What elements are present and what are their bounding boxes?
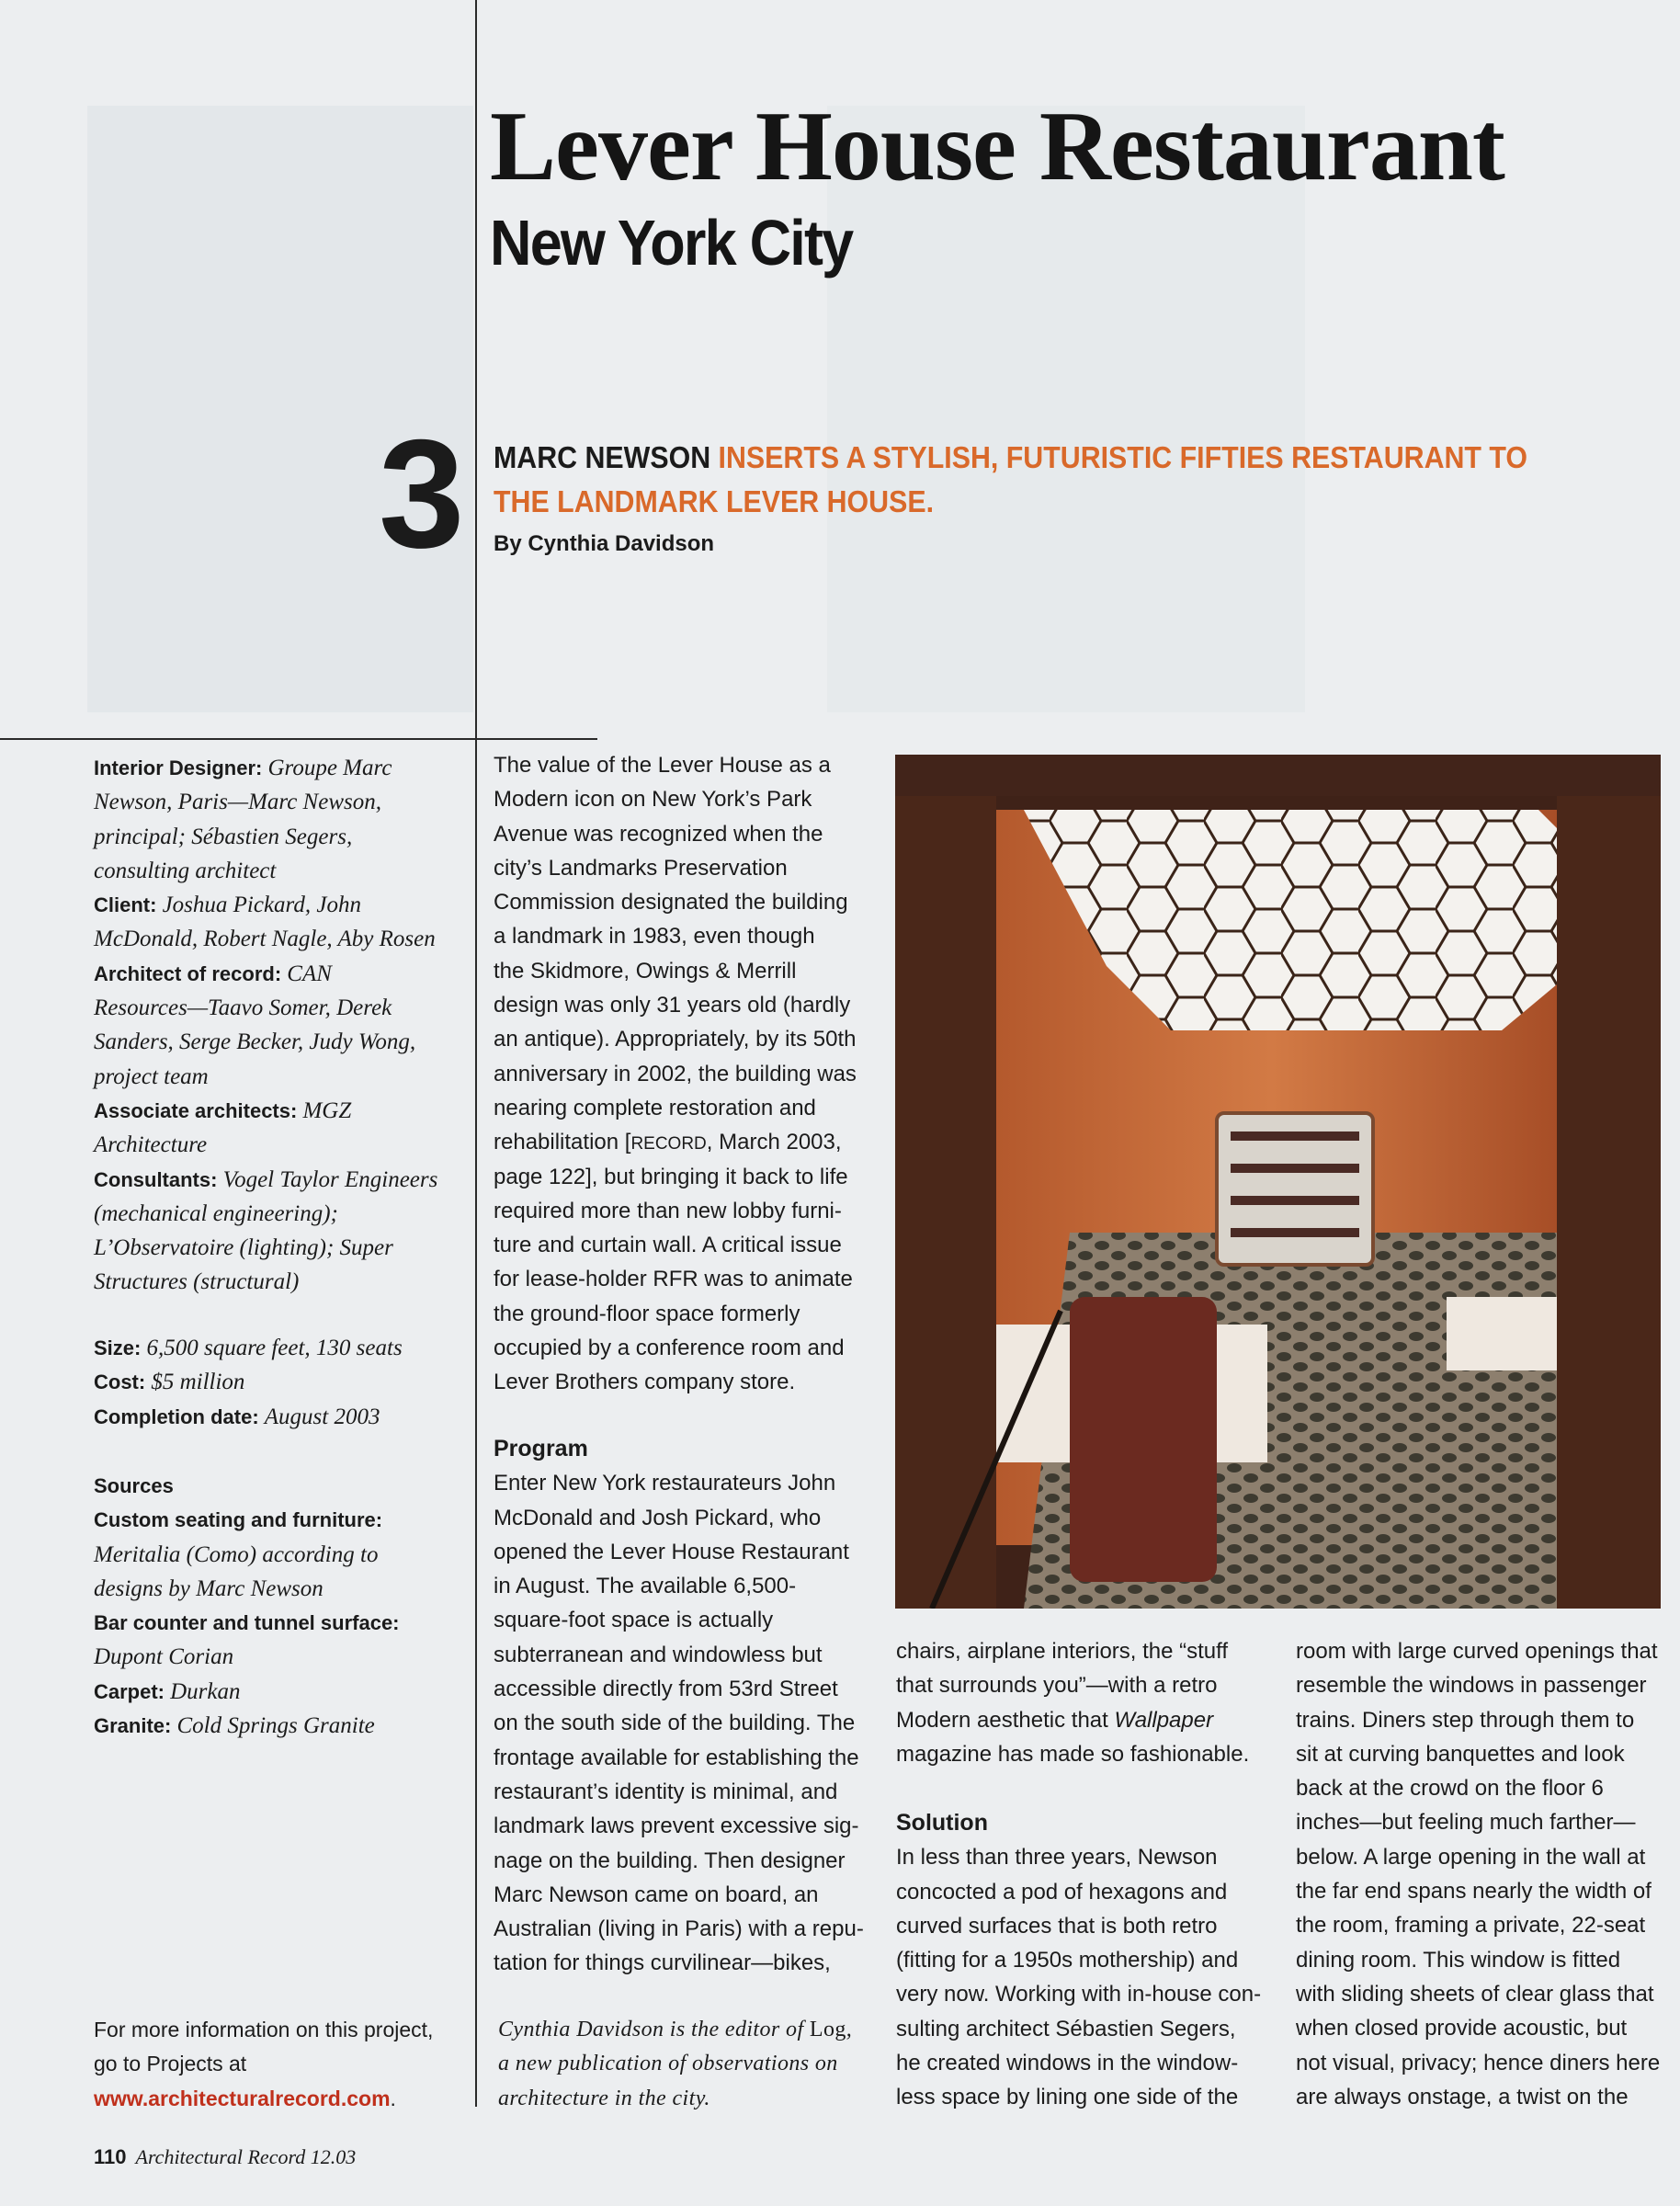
- text-line: chairs, airplane interiors, the “stuff: [896, 1639, 1229, 1664]
- text-line: the ground-floor space formerly: [494, 1301, 800, 1326]
- text-line: when closed provide acoustic, but: [1296, 2016, 1628, 2041]
- list-line: [94, 1128, 437, 1162]
- text-line: McDonald and Josh Pickard, who: [494, 1505, 822, 1530]
- text-line: accessible directly from 53rd Street: [494, 1677, 838, 1702]
- text-line: the far end spans nearly the width of: [1296, 1879, 1652, 1905]
- text-line: rehabilitation [RECORD, March 2003,: [494, 1130, 842, 1155]
- field-value: McDonald, Robert Nagle, Aby Rosen: [94, 927, 436, 952]
- page-footer: [94, 2145, 356, 2169]
- text-line: Commission designated the building: [494, 890, 848, 915]
- field-label: Client:: [94, 893, 163, 917]
- text-line: ture and curtain wall. A critical issue: [494, 1233, 842, 1258]
- text-line: required more than new lobby furni-: [494, 1198, 842, 1223]
- field-value: Sanders, Serge Becker, Judy Wong,: [94, 1029, 416, 1055]
- field-label: Cost:: [94, 1370, 152, 1394]
- credits-list: [94, 751, 437, 1300]
- text-line: trains. Diners step through them to: [1296, 1707, 1635, 1733]
- text-line: back at the crowd on the floor 6: [1296, 1776, 1604, 1802]
- magazine-issue: Architectural Record 12.03: [135, 2145, 357, 2168]
- text-line: the room, framing a private, 22-seat: [1296, 1913, 1646, 1939]
- list-line: [94, 1060, 437, 1094]
- text-line: sit at curving banquettes and look: [1296, 1741, 1625, 1767]
- field-value: Cold Springs Granite: [176, 1713, 375, 1739]
- text-line: that surrounds you”—with a retro: [896, 1673, 1218, 1699]
- text-line: The value of the Lever House as a: [494, 753, 831, 778]
- project-number: 3: [379, 407, 460, 580]
- restaurant-photo: [895, 755, 1661, 1609]
- field-value: Durkan: [170, 1678, 241, 1704]
- text-line: tation for things curvilinear—bikes,: [494, 1950, 831, 1976]
- text-line: architecture in the city.: [498, 2086, 710, 2110]
- more-info-line: For more information on this project,: [94, 2018, 434, 2041]
- field-value: 6,500 square feet, 130 seats: [146, 1336, 403, 1360]
- program-heading: Program: [494, 1436, 588, 1461]
- text-line: resemble the windows in passenger: [1296, 1673, 1647, 1699]
- deck-headline: [494, 436, 1550, 524]
- list-line: [94, 957, 437, 991]
- text-line: landmark laws prevent excessive sig-: [494, 1814, 859, 1839]
- list-line: [94, 922, 437, 956]
- column-4-text: [1296, 1634, 1660, 2114]
- list-line: [94, 1025, 437, 1059]
- text-line: frontage available for establishing the: [494, 1745, 859, 1770]
- text-line: nearing complete restoration and: [494, 1095, 816, 1120]
- text-line: Australian (living in Paris) with a repu-: [494, 1916, 864, 1942]
- text-line: subterranean and windowless but: [494, 1642, 823, 1667]
- page-number: 110: [94, 2145, 127, 2168]
- text-line: magazine has made so fashionable.: [896, 1741, 1250, 1767]
- list-line: [94, 1572, 400, 1606]
- field-label: Completion date:: [94, 1404, 265, 1428]
- page-title: Lever House Restaurant: [490, 92, 1504, 201]
- field-value: Architecture: [94, 1132, 208, 1158]
- field-label: Granite:: [94, 1714, 177, 1738]
- text-line: Cynthia Davidson is the editor of Log,: [498, 2018, 853, 2041]
- field-value: Groupe Marc: [267, 756, 392, 780]
- publication-name: Log: [809, 2018, 846, 2041]
- list-line: [94, 820, 437, 854]
- field-value: designs by Marc Newson: [94, 1575, 324, 1601]
- list-line: [94, 854, 437, 888]
- text-line: an antique). Appropriately, by its 50th: [494, 1027, 857, 1052]
- list-line: [94, 991, 437, 1025]
- field-label: Bar counter and tunnel surface:: [94, 1611, 400, 1635]
- text-line: restaurant’s identity is minimal, and: [494, 1779, 838, 1804]
- list-line: [94, 751, 437, 785]
- list-line: [94, 1640, 400, 1674]
- list-line: [94, 1675, 400, 1709]
- field-label: Consultants:: [94, 1167, 223, 1191]
- text-line: In less than three years, Newson: [896, 1845, 1218, 1871]
- text-line: inches—but feeling much farther—: [1296, 1810, 1636, 1836]
- page-subtitle: New York City: [490, 207, 853, 279]
- text-line: sulting architect Sébastien Segers,: [896, 2016, 1236, 2041]
- sidebar-rule: [0, 738, 597, 740]
- text-line: Avenue was recognized when the: [494, 821, 823, 847]
- field-value: Dupont Corian: [94, 1644, 234, 1670]
- field-value: Vogel Taylor Engineers: [222, 1166, 438, 1192]
- field-value: consulting architect: [94, 858, 277, 883]
- field-label: Architect of record:: [94, 961, 288, 985]
- list-line: [94, 1094, 437, 1128]
- field-value: Joshua Pickard, John: [162, 893, 361, 918]
- field-label: Size:: [94, 1336, 147, 1359]
- deck-text-line2: THE LANDMARK LEVER HOUSE.: [494, 484, 935, 518]
- italic-title: Wallpaper: [1114, 1707, 1214, 1733]
- field-label: Interior Designer:: [94, 756, 268, 779]
- list-line: [94, 1400, 403, 1434]
- more-info-line: go to Projects at: [94, 2052, 247, 2076]
- program-section: [494, 1432, 864, 1981]
- field-label: Sources: [94, 1474, 174, 1497]
- byline: By Cynthia Davidson: [494, 531, 715, 556]
- text-line: opened the Lever House Restaurant: [494, 1539, 849, 1564]
- text-line: Modern aesthetic that Wallpaper: [896, 1707, 1214, 1733]
- text-line: anniversary in 2002, the building was: [494, 1061, 857, 1086]
- field-value: Resources—Taavo Somer, Derek: [94, 995, 392, 1021]
- list-line: [94, 1331, 403, 1365]
- text-line: dining room. This window is fitted: [1296, 1947, 1621, 1973]
- field-value: CAN: [287, 961, 332, 986]
- field-value: MGZ: [302, 1097, 352, 1123]
- deck-name: MARC NEWSON: [494, 440, 711, 474]
- text-line: Marc Newson came on board, an: [494, 1882, 819, 1907]
- column-rule: [475, 0, 477, 2107]
- text-line: a new publication of observations on: [498, 2052, 838, 2076]
- list-line: [94, 1469, 400, 1503]
- field-value: Meritalia (Como) according to: [94, 1541, 379, 1567]
- list-line: [94, 1197, 437, 1231]
- intro-text: [494, 748, 857, 1400]
- list-line: [94, 785, 437, 819]
- list-line: [94, 1265, 437, 1299]
- text-line: less space by lining one side of the: [896, 2085, 1239, 2110]
- list-line: [94, 1538, 400, 1572]
- text-line: (fitting for a 1950s mothership) and: [896, 1948, 1239, 1973]
- text-line: page 122], but bringing it back to life: [494, 1164, 848, 1189]
- column-3-text: [896, 1634, 1249, 1771]
- field-value: principal; Sébastien Segers,: [94, 824, 353, 849]
- text-line: city’s Landmarks Preservation: [494, 855, 788, 881]
- text-line: below. A large opening in the wall at: [1296, 1844, 1646, 1870]
- list-line: [94, 1163, 437, 1197]
- solution-heading: Solution: [896, 1810, 988, 1836]
- field-value: August 2003: [264, 1404, 380, 1429]
- text-line: he created windows in the window-: [896, 2051, 1239, 2076]
- field-value: Newson, Paris—Marc Newson,: [94, 790, 381, 815]
- list-line: [94, 1231, 437, 1265]
- list-line: [94, 888, 437, 922]
- text-line: nage on the building. Then designer: [494, 1848, 846, 1873]
- text-line: Enter New York restaurateurs John: [494, 1471, 836, 1496]
- facts-list: [94, 1331, 403, 1434]
- text-line: on the south side of the building. The: [494, 1711, 856, 1736]
- list-line: [94, 1365, 403, 1399]
- field-value: project team: [94, 1063, 209, 1089]
- text-line: curved surfaces that is both retro: [896, 1913, 1218, 1939]
- text-line: concocted a pod of hexagons and: [896, 1879, 1228, 1905]
- text-line: not visual, privacy; hence diners here: [1296, 2050, 1661, 2075]
- field-value: $5 million: [151, 1370, 245, 1395]
- more-info: For more information on this project, go to Projects at www.architecturalrecord.com.: [94, 2013, 433, 2116]
- list-line: [94, 1503, 400, 1537]
- text-line: for lease-holder RFR was to animate: [494, 1267, 853, 1292]
- sources-list: [94, 1469, 400, 1743]
- text-line: a landmark in 1983, even though: [494, 924, 815, 949]
- list-line: [94, 1709, 400, 1743]
- field-label: Carpet:: [94, 1679, 171, 1703]
- deck-text: INSERTS A STYLISH, FUTURISTIC FIFTIES RESTAURANT TO: [710, 440, 1528, 474]
- list-line: [94, 1606, 400, 1640]
- field-value: L’Observatoire (lighting); Super: [94, 1235, 393, 1261]
- text-line: Lever Brothers company store.: [494, 1370, 796, 1395]
- author-note: [498, 2013, 852, 2116]
- field-label: Custom seating and furniture:: [94, 1508, 383, 1532]
- field-label: Associate architects:: [94, 1098, 303, 1122]
- text-line: design was only 31 years old (hardly: [494, 993, 851, 1018]
- text-line: with sliding sheets of clear glass that: [1296, 1981, 1654, 2007]
- text-line: occupied by a conference room and: [494, 1336, 845, 1361]
- text-line: Modern icon on New York’s Park: [494, 787, 812, 813]
- text-line: square-foot space is actually: [494, 1608, 774, 1633]
- text-line: are always onstage, a twist on the: [1296, 2084, 1629, 2109]
- field-value: Structures (structural): [94, 1269, 300, 1295]
- text-line: the Skidmore, Owings & Merrill: [494, 958, 797, 984]
- text-line: room with large curved openings that: [1296, 1639, 1658, 1664]
- small-caps-record: RECORD: [630, 1134, 707, 1154]
- field-value: (mechanical engineering);: [94, 1200, 338, 1226]
- text-line: very now. Working with in-house con-: [896, 1982, 1262, 2007]
- website-link[interactable]: www.architecturalrecord.com: [94, 2086, 391, 2110]
- solution-section: [896, 1806, 1261, 2115]
- text-line: in August. The available 6,500-: [494, 1574, 797, 1599]
